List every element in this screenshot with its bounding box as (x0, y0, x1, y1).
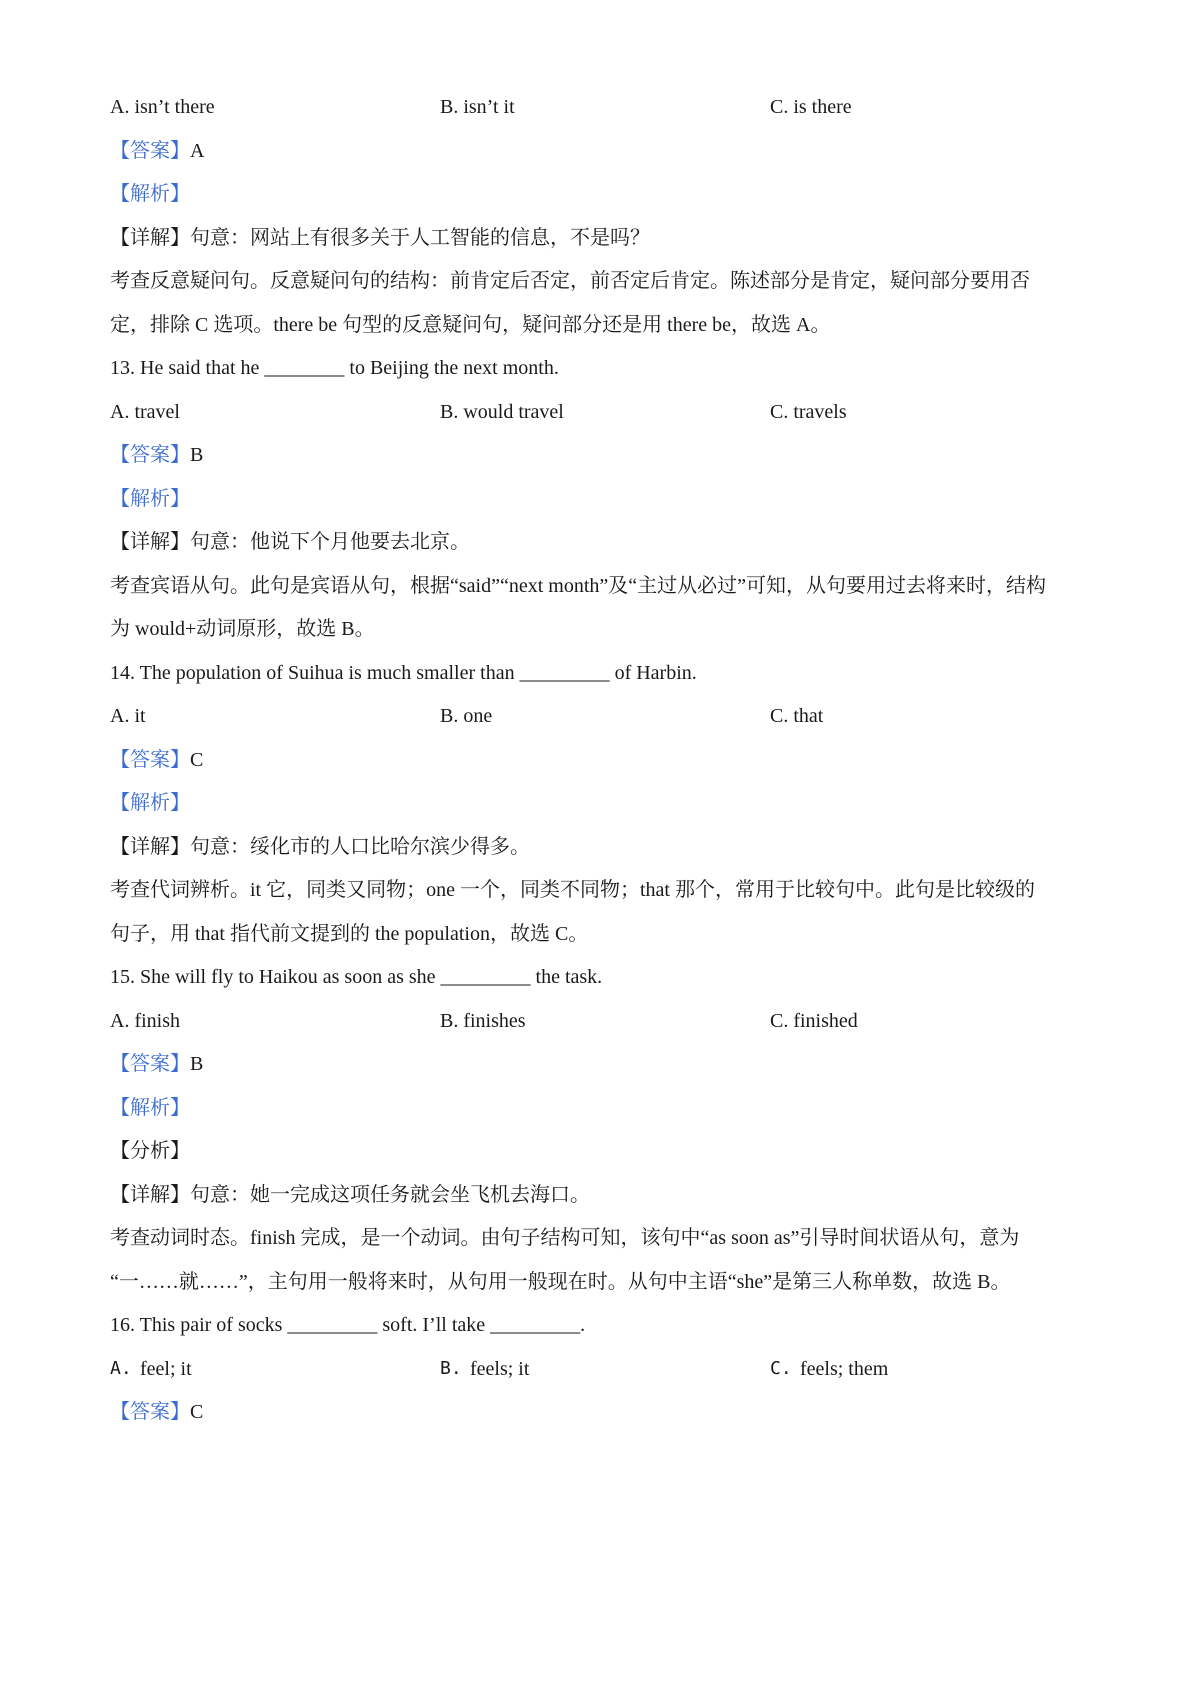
text-line: 考查动词时态。finish 完成，是一个动词。由句子结构可知，该句中“as soon as”引导时间状语从句，意为 (110, 1227, 1020, 1249)
option-letter: A. (110, 1357, 132, 1379)
text-line: 15. She will fly to Haikou as soon as she _________ the task. (110, 966, 603, 988)
option-choice: A. isn’t there (110, 96, 215, 118)
answer-label: 【答案】 (110, 1401, 190, 1423)
answer-value: C (190, 1401, 204, 1423)
option-choice: B. isn’t it (440, 96, 515, 118)
text-line: 考查代词辨析。it 它，同类又同物；one 一个，同类不同物；that 那个，常用于比较句中。此句是比较级的 (110, 879, 1035, 901)
answer-line (110, 1050, 1100, 1078)
text-line: 【详解】句意：他说下个月他要去北京。 (110, 531, 470, 553)
answer-line (110, 137, 1100, 165)
text-line: 考查反意疑问句。反意疑问句的结构：前肯定后否定，前否定后肯定。陈述部分是肯定，疑问部分要用否 (110, 270, 1030, 292)
option-choice: A. finish (110, 1009, 180, 1032)
answer-label: 【答案】 (110, 139, 190, 162)
option-letter: C. (770, 1357, 792, 1379)
option-choice: A. it (110, 705, 146, 727)
option-choice: C. is there (770, 96, 852, 118)
analysis-heading: 【解析】 (110, 1096, 190, 1119)
answer-value: B (190, 1053, 204, 1075)
analysis-subheading: 【分析】 (110, 1140, 190, 1162)
text-line: “一……就……”，主句用一般将来时，从句用一般现在时。从句中主语“she”是第三人称单数，故选 B。 (110, 1270, 1011, 1293)
answer-line (110, 746, 1100, 774)
option-choice: C. finished (770, 1009, 858, 1032)
option-choice: B. finishes (440, 1009, 526, 1032)
answer-value: C (190, 748, 204, 771)
option-choice: B. would travel (440, 400, 564, 423)
analysis-heading: 【解析】 (110, 183, 190, 205)
option-choice: A. travel (110, 400, 180, 423)
option-letter: B. (440, 1357, 462, 1379)
text-line: 定，排除 C 选项。there be 句型的反意疑问句，疑问部分还是用 there be，故选 A。 (110, 313, 831, 336)
option-choice: feel; it (140, 1357, 192, 1380)
answer-line (110, 1398, 1100, 1426)
answer-value: A (190, 139, 205, 162)
text-line: 考查宾语从句。此句是宾语从句，根据“said”“next month”及“主过从必过”可知，从句要用过去将来时，结构 (110, 574, 1047, 597)
text-line: 16. This pair of socks _________ soft. I’ll take _________. (110, 1314, 586, 1336)
answer-label: 【答案】 (110, 748, 190, 771)
option-choice: C. travels (770, 400, 847, 423)
text-line: 句子，用 that 指代前文提到的 the population，故选 C。 (110, 922, 589, 945)
answer-label: 【答案】 (110, 1053, 190, 1075)
option-choice: feels; them (800, 1357, 889, 1380)
analysis-heading: 【解析】 (110, 792, 190, 814)
option-choice: feels; it (470, 1357, 530, 1380)
option-choice: C. that (770, 705, 824, 727)
answer-label: 【答案】 (110, 444, 190, 466)
answer-value: B (190, 444, 204, 466)
option-choice: B. one (440, 705, 493, 727)
text-line: 14. The population of Suihua is much smaller than _________ of Harbin. (110, 661, 697, 684)
text-line: 【详解】句意：网站上有很多关于人工智能的信息，不是吗？ (110, 226, 650, 249)
analysis-heading: 【解析】 (110, 487, 190, 510)
text-line: 【详解】句意：她一完成这项任务就会坐飞机去海口。 (110, 1183, 590, 1206)
text-line: 13. He said that he ________ to Beijing the next month. (110, 357, 559, 379)
text-line: 【详解】句意：绥化市的人口比哈尔滨少得多。 (110, 835, 530, 858)
answer-line (110, 441, 1100, 469)
text-line: 为 would+动词原形，故选 B。 (110, 618, 375, 640)
